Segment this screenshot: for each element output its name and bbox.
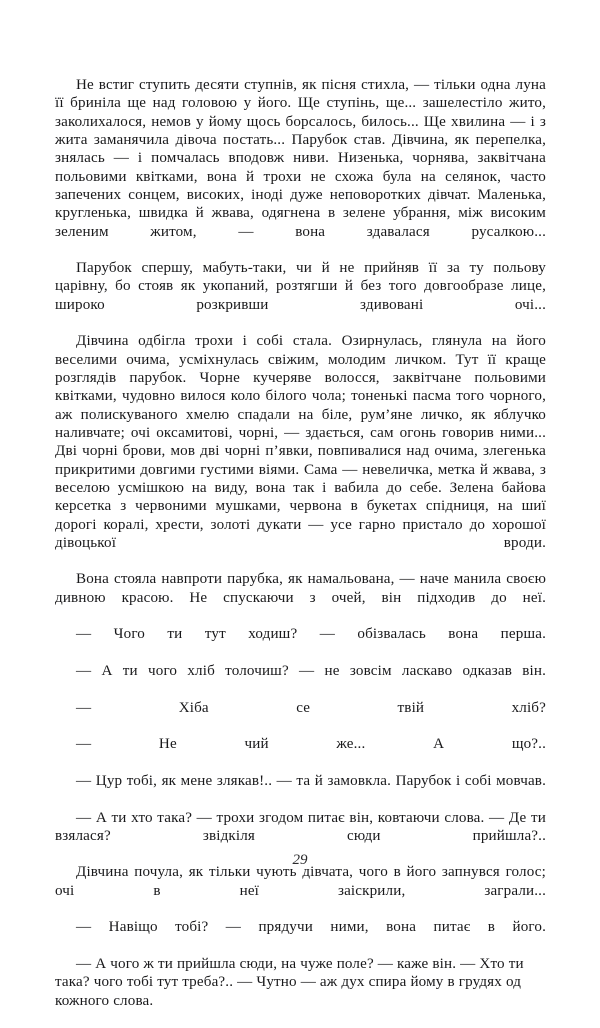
dialogue-line: — Хіба се твій хліб? bbox=[76, 699, 546, 716]
paragraph: Парубок спершу, мабуть-таки, чи й не прийняв її за ту польову царівну, бо стояв як укопаний, розтягши й без того довгообразе лице, широко розкривши здивовані очі... bbox=[55, 260, 546, 313]
dialogue-line: — Чого ти тут ходиш? — обізвалась вона перша. bbox=[76, 626, 546, 643]
paragraph: Не встиг ступить десяти ступнів, як пісня стихла, — тільки одна луна її бриніла ще над головою у його. Ще ступінь, ще... зашелестіло жито, заколихалося, немов у йому щось борсалось, билось... Ще хвилина — і з жита заманячила дівоча постать... Парубок став. Дівчина, як перепелка, знялась — і помчалась вподовж ниви. Низенька, чорнява, заквітчана польовими квітками, вона й трохи не схожа була на селянок, часто запечених сонцем, високих, іноді дуже неповоротких дівчат. Маленька, кругленька, швидка й жвава, одягнена в зелене убрання, між високим зеленим житом, — вона здавалася русалкою... bbox=[55, 77, 546, 240]
dialogue-line: — А чого ж ти прийшла сюди, на чуже поле? — каже він. — Хто ти така? чого тобі тут треба?.. — Чутно — аж дух спира йому в грудях од кожного слова. bbox=[55, 956, 524, 1009]
page-text-block bbox=[55, 76, 546, 1028]
dialogue-line: — А ти хто така? — трохи згодом питає він, ковтаючи слова. — Де ти взялася? звідкіля сюди прийшла?.. bbox=[55, 809, 546, 844]
dialogue-line: — Навіщо тобі? — прядучи ними, вона питає в його. bbox=[76, 919, 546, 936]
paragraph: Дівчина одбігла трохи і собі стала. Озирнулась, глянула на його веселими очима, усміхнулась свіжим, молодим личком. Тут її краще розглядів парубок. Чорне кучеряве волосся, заквітчане польовими квітками, чудовно вилося коло білого чола; тоненькі пасма того чорного, аж полискуваного хмелю спадали на біле, рум’яне личко, як яблучко наливчате; очі оксамитові, чорні, — здається, сам огонь говорив ними... Дві чорні брови, мов дві чорні п’явки, повпивалися над очима, злегенька прикритими довгими густими віями. Сама — невеличка, метка й жвава, з веселою усмішкою на виду, вона так і вабила до себе. Зелена байова керсетка з червоними мушками, червона в букетах спідниця, на шиї дорогі коралі, хрести, золоті дукати — усе гарно пристало до хорошої дівоцької вроди. bbox=[55, 333, 546, 551]
paragraph: Вона стояла навпроти парубка, як намальована, — наче манила своєю дивною красою. Не спускаючи з очей, він підходив до неї. bbox=[55, 571, 546, 606]
paragraph: Дівчина почула, як тільки чують дівчата, чого в його запнувся голос; очі в неї заіскрили, заграли... bbox=[55, 864, 546, 899]
dialogue-line: — А ти чого хліб толочиш? — не зовсім ласкаво одказав він. bbox=[76, 663, 546, 679]
page-number: 29 bbox=[292, 852, 308, 868]
dialogue-line: — Не чий же... А що?.. bbox=[76, 736, 546, 753]
dialogue-line: — Цур тобі, як мене злякав!.. — та й замовкла. Парубок і собі мовчав. bbox=[76, 772, 546, 789]
